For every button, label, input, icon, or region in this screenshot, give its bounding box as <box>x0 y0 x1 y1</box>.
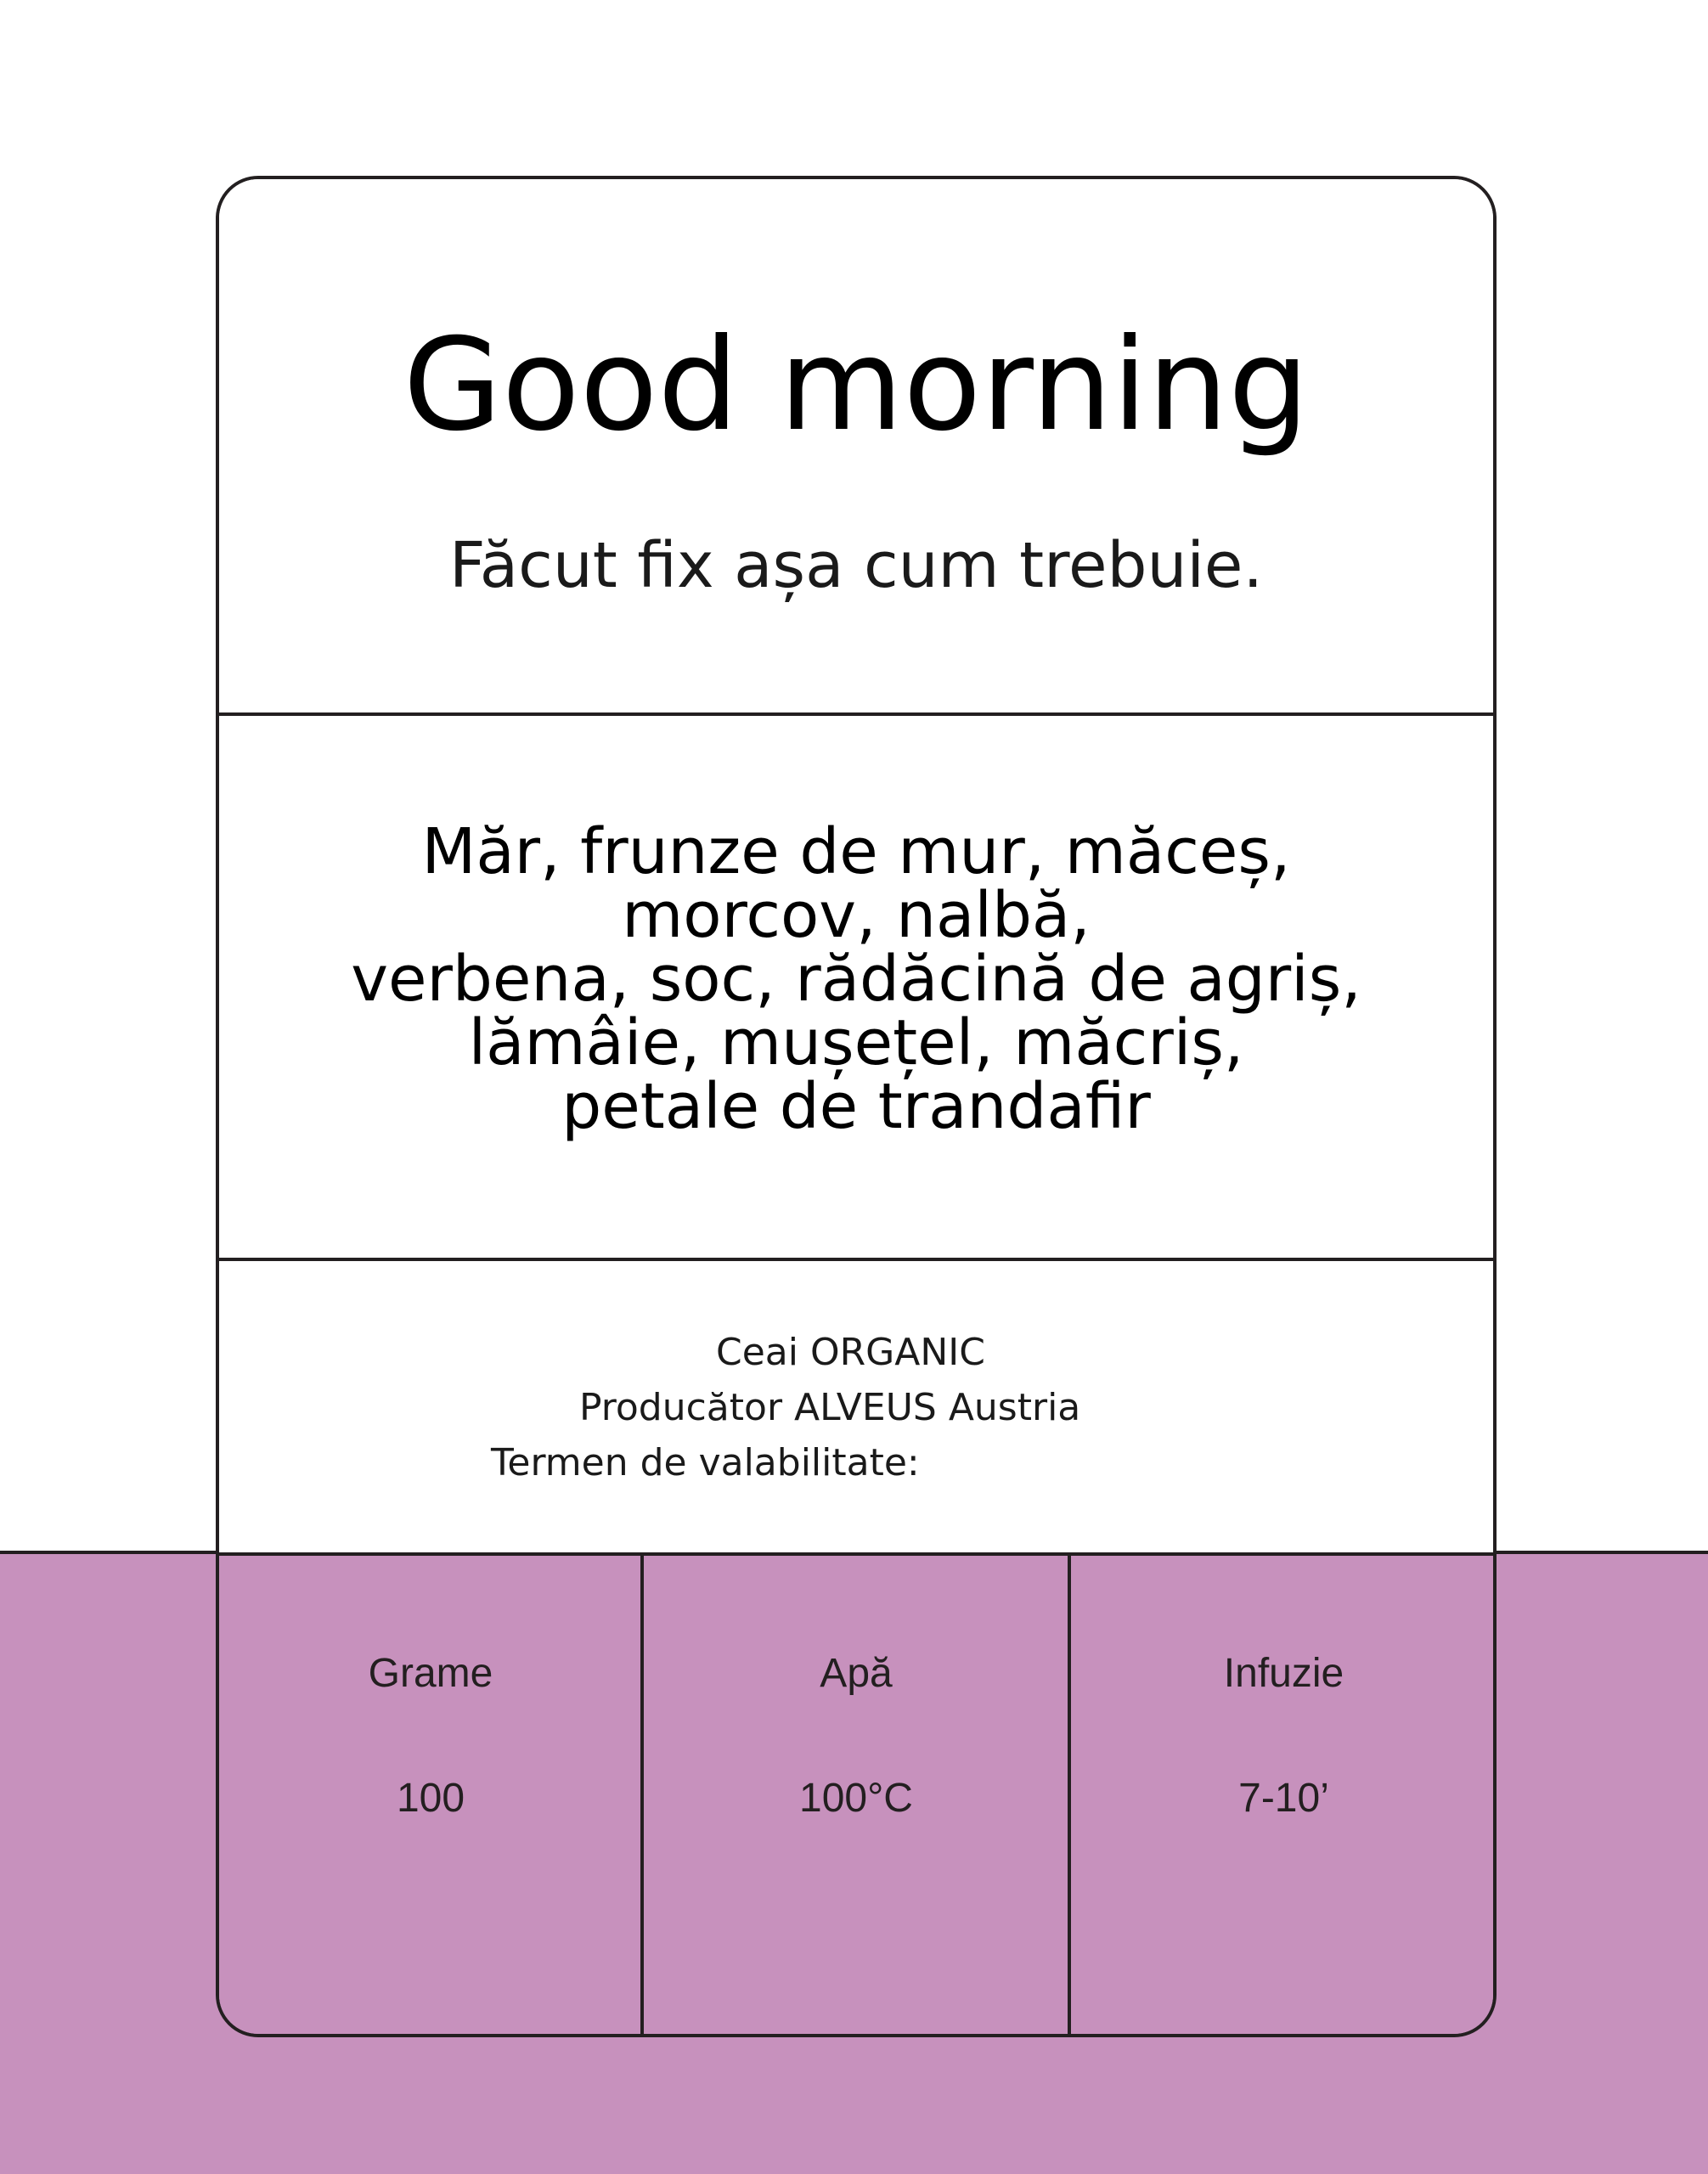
spec-infusion <box>1071 1554 1497 2037</box>
spec-label: Grame <box>368 1651 493 1696</box>
ingredients-line: petale de trandafir <box>561 1070 1151 1143</box>
producer-note: Producător ALVEUS Austria <box>579 1386 1081 1429</box>
spec-water <box>644 1554 1068 2037</box>
ingredients-line: lămâie, mușețel, măcriș, <box>468 1006 1244 1079</box>
expiry-label: Termen de valabilitate: <box>491 1441 920 1484</box>
product-tagline: Făcut fix așa cum trebuie. <box>449 529 1263 602</box>
spec-label: Apă <box>820 1651 893 1696</box>
spec-label: Infuzie <box>1223 1651 1344 1696</box>
label-card <box>216 176 1497 2037</box>
ingredients-line: morcov, nalbă, <box>622 879 1091 952</box>
spec-value: 100 <box>396 1776 465 1821</box>
spec-value: 7-10’ <box>1238 1776 1329 1821</box>
spec-value: 100°C <box>799 1776 913 1821</box>
ingredients-list <box>219 815 1493 1143</box>
organic-note: Ceai ORGANIC <box>716 1331 985 1374</box>
section-divider-2 <box>219 1258 1493 1261</box>
ingredients-line: Măr, frunze de mur, măceș, <box>421 815 1291 888</box>
section-divider-1 <box>219 712 1493 716</box>
spec-grams <box>219 1554 642 2037</box>
ingredients-line: verbena, soc, rădăcină de agriș, <box>351 943 1361 1016</box>
product-title: Good morning <box>403 312 1310 459</box>
